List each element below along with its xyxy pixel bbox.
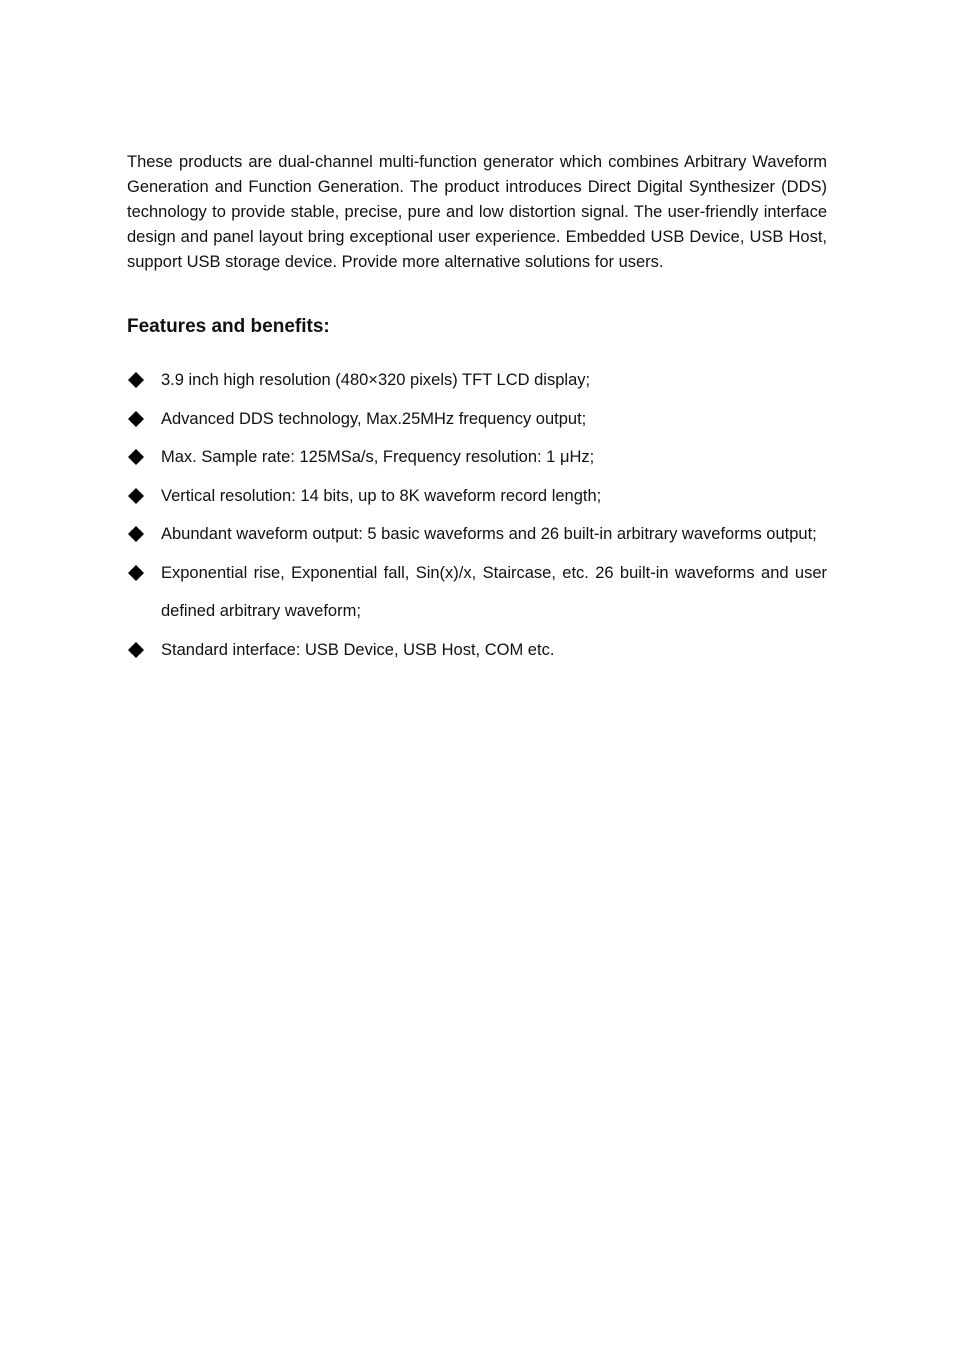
feature-text: Max. Sample rate: 125MSa/s, Frequency resolution: 1 μHz; xyxy=(161,448,595,466)
feature-item xyxy=(127,438,827,477)
document-page xyxy=(127,150,827,669)
feature-text: 3.9 inch high resolution (480×320 pixels) TFT LCD display; xyxy=(161,371,591,389)
diamond-bullet-icon xyxy=(127,373,145,387)
feature-item xyxy=(127,400,827,439)
feature-text: Abundant waveform output: 5 basic waveforms and 26 built-in arbitrary waveforms output; xyxy=(161,525,817,543)
features-list xyxy=(127,361,827,669)
intro-paragraph: These products are dual-channel multi-function generator which combines Arbitrary Waveform Generation and Function Generation. The product introduces Direct Digital Synthesizer (DDS) technology to provide stable, precise, pure and low distortion signal. The user-friendly interface design and panel layout bring exceptional user experience. Embedded USB Device, USB Host, support USB storage device. Provide more alternative solutions for users. xyxy=(127,153,827,271)
features-heading: Features and benefits: xyxy=(127,316,330,337)
diamond-bullet-icon xyxy=(127,566,145,580)
diamond-bullet-icon xyxy=(127,643,145,657)
feature-text: Advanced DDS technology, Max.25MHz frequency output; xyxy=(161,409,587,428)
feature-text: Vertical resolution: 14 bits, up to 8K waveform record length; xyxy=(161,486,602,505)
diamond-bullet-icon xyxy=(127,489,145,503)
feature-text: Exponential rise, Exponential fall, Sin(x)/x, Staircase, etc. 26 built-in waveforms and user defined arbitrary waveform; xyxy=(161,563,827,620)
diamond-bullet-icon xyxy=(127,412,145,426)
diamond-bullet-icon xyxy=(127,527,145,541)
feature-item xyxy=(127,631,827,670)
feature-item xyxy=(127,361,827,400)
feature-item xyxy=(127,554,827,631)
feature-item xyxy=(127,515,827,554)
feature-text: Standard interface: USB Device, USB Host, COM etc. xyxy=(161,640,555,659)
diamond-bullet-icon xyxy=(127,450,145,464)
feature-item xyxy=(127,477,827,516)
